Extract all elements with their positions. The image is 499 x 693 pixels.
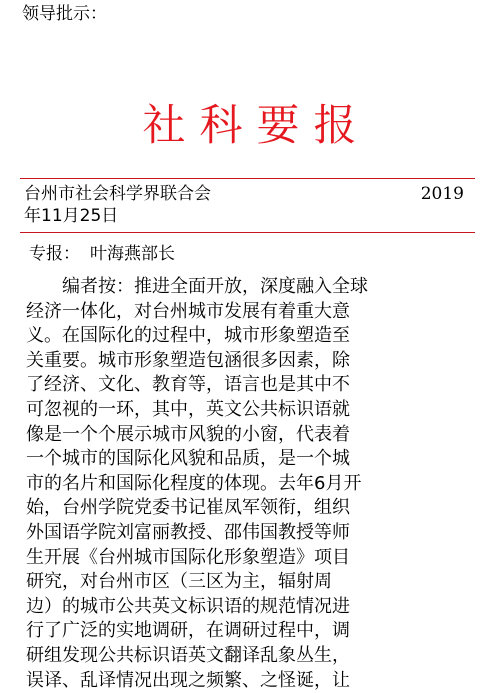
report-label: 专报： [29, 244, 80, 264]
body-line: 一个城市的国际化风貌和品质，是一个城 [26, 447, 466, 472]
body-line: 生开展《台州城市国际化形象塑造》项目 [26, 546, 466, 571]
issue-date: 年11月25日 [24, 205, 118, 227]
leader-approval-label: 领导批示： [22, 2, 107, 26]
body-line: 外国语学院刘富丽教授、邵伟国教授等师 [26, 521, 466, 546]
body-line: 编者按：推进全面开放，深度融入全球 [26, 275, 466, 300]
body-line: 了经济、文化、教育等，语言也是其中不 [26, 373, 466, 398]
body-line: 行了广泛的实地调研，在调研过程中，调 [26, 619, 466, 644]
body-line: 研究，对台州市区（三区为主，辐射周 [26, 570, 466, 595]
masthead-title: 社科要报 [0, 98, 499, 154]
body-text [26, 275, 466, 693]
body-line: 始，台州学院党委书记崔凤军领衔，组织 [26, 496, 466, 521]
body-line: 边）的城市公共英文标识语的规范情况进 [26, 595, 466, 620]
report-author: 叶海燕部长 [90, 244, 175, 264]
body-line: 可忽视的一环，其中，英文公共标识语就 [26, 398, 466, 423]
report-line [29, 242, 175, 266]
body-line: 研组发现公共标识语英文翻译乱象丛生， [26, 644, 466, 669]
issue-year: 2019 [421, 183, 464, 205]
header-rule-bottom [20, 232, 475, 233]
body-line: 市的名片和国际化程度的体现。去年6月开 [26, 472, 466, 497]
body-line: 误译、乱译情况出现之频繁、之怪诞，让 [26, 669, 466, 693]
body-line: 经济一体化，对台州城市发展有着重大意 [26, 300, 466, 325]
body-line: 像是一个个展示城市风貌的小窗，代表着 [26, 423, 466, 448]
body-line: 关重要。城市形象塑造包涵很多因素，除 [26, 349, 466, 374]
header-rule-top [20, 178, 475, 179]
issuing-organization: 台州市社会科学界联合会 [24, 183, 211, 205]
body-line: 义。在国际化的过程中，城市形象塑造至 [26, 324, 466, 349]
